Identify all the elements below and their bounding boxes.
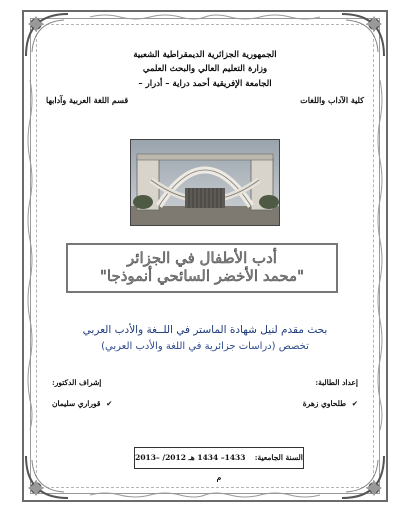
degree-statement: بحث مقدم لنيل شهادة الماستر في اللــغة والأدب العربي: [82, 324, 328, 336]
departments-row: [44, 95, 366, 105]
university-gate-photo: [130, 139, 280, 226]
university-name: الجامعة الإفريقية أحمد دراية – أدرار –: [138, 78, 272, 89]
corner-ornament-icon: [24, 454, 70, 500]
supervisor-label: إشراف الدكتور:: [52, 378, 102, 387]
academic-year-label: السنة الجامعية:: [254, 453, 303, 462]
authors-block: [52, 378, 358, 408]
specialization-statement: تخصص (دراسات جزائرية في اللغة والأدب العربي): [101, 340, 309, 352]
supervisor-entry: [52, 399, 112, 408]
thesis-title-line-2: "محمد الأخضر السائحي أنموذجا": [100, 267, 304, 285]
academic-year-gregorian: 2012/ –2013 م: [135, 453, 222, 482]
ministry-name: وزارة التعليم العالي والبحث العلمي: [142, 64, 268, 75]
students-label: إعداد الطالبة:: [315, 378, 358, 387]
department-name: قسم اللغة العربية وآدابها: [46, 95, 129, 106]
academic-year-box: [134, 447, 304, 482]
thesis-title-line-1: أدب الأطفال في الجزائر: [127, 249, 277, 267]
check-mark-icon: ✔: [351, 399, 358, 408]
side-ornament-icon: [26, 80, 34, 430]
supervisor-name: قوراري سليمان: [52, 399, 101, 408]
faculty-name: كلية الآداب واللغات: [300, 95, 364, 106]
republic-name: الجمهورية الجزائرية الديمقراطية الشعبية: [133, 50, 277, 60]
header-block: [44, 28, 366, 105]
check-mark-icon: ✔: [106, 399, 113, 408]
research-description: [44, 323, 366, 354]
side-ornament-icon: [376, 80, 384, 430]
top-ornament-icon: [90, 13, 320, 21]
corner-ornament-icon: [340, 454, 386, 500]
student-name: طلحاوي زهرة: [302, 399, 347, 408]
academic-year-hijri: 1433– 1434 هـ: [188, 453, 246, 462]
student-entry: [303, 399, 358, 408]
bottom-ornament-icon: [90, 491, 320, 499]
thesis-title-box: [66, 243, 338, 293]
